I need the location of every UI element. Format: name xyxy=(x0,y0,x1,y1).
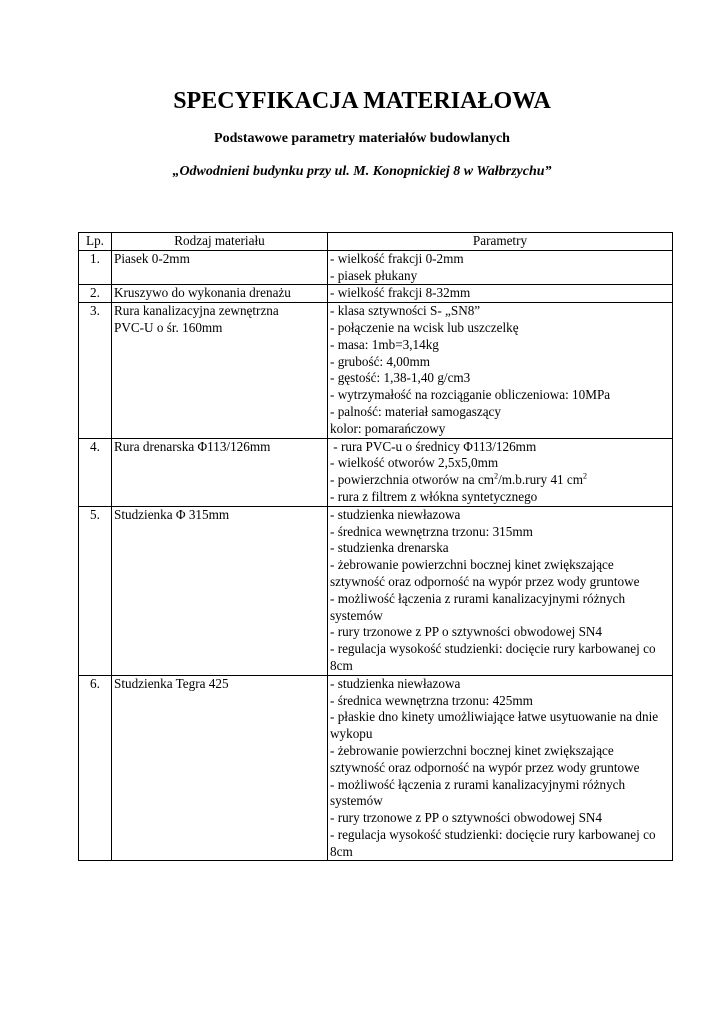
parameter-line: - średnica wewnętrzna trzonu: 315mm xyxy=(330,523,533,539)
parameter-line: - średnica wewnętrzna trzonu: 425mm xyxy=(330,692,533,708)
row-number: 3. xyxy=(79,303,112,438)
parameter-line: - masa: 1mb=3,14kg xyxy=(330,336,439,352)
material-line: Kruszywo do wykonania drenażu xyxy=(114,285,291,301)
parameter-line: - wielkość frakcji 0-2mm xyxy=(330,250,464,266)
parameter-line: - rura z filtrem z włókna syntetycznego xyxy=(330,488,538,504)
table-row xyxy=(79,250,673,285)
parameters-cell xyxy=(328,675,673,861)
parameter-line: - rury trzonowe z PP o sztywności obwodowej SN4 xyxy=(330,810,603,826)
parameter-line: - możliwość łączenia z rurami kanalizacyjnymi różnych systemów xyxy=(330,776,626,809)
parameters-cell xyxy=(328,438,673,506)
parameter-line: - żebrowanie powierzchni bocznej kinet zwiększające sztywność oraz odporność na wypór przez wody gruntowe xyxy=(330,742,640,775)
row-number: 2. xyxy=(79,285,112,303)
material-line: Studzienka Tegra 425 xyxy=(114,675,229,691)
parameter-line: - palność: materiał samogaszący xyxy=(330,403,501,419)
parameter-line: - klasa sztywności S- „SN8” xyxy=(330,303,481,319)
header-parameters: Parametry xyxy=(328,233,673,251)
material-spec-table xyxy=(78,232,673,861)
parameter-line: - regulacja wysokość studzienki: docięcie rury karbowanej co 8cm xyxy=(330,826,656,859)
parameter-line: - rury trzonowe z PP o sztywności obwodowej SN4 xyxy=(330,624,603,640)
parameter-line: - gęstość: 1,38-1,40 g/cm3 xyxy=(330,370,471,386)
parameter-line: - wielkość otworów 2,5x5,0mm xyxy=(330,455,499,471)
superscript: 2 xyxy=(494,471,499,481)
material-line: Studzienka Φ 315mm xyxy=(114,506,230,522)
project-name: „Odwodnieni budynku przy ul. M. Konopnickiej 8 w Wałbrzychu” xyxy=(172,164,552,179)
material-name xyxy=(112,506,328,675)
table-row xyxy=(79,285,673,303)
parameter-line xyxy=(330,472,670,489)
superscript: 2 xyxy=(583,471,588,481)
material-line: PVC-U o śr. 160mm xyxy=(114,319,223,335)
parameter-line: - studzienka drenarska xyxy=(330,540,449,556)
header-lp: Lp. xyxy=(79,233,112,251)
parameters-cell xyxy=(328,250,673,285)
parameters-cell xyxy=(328,506,673,675)
parameter-line: kolor: pomarańczowy xyxy=(330,420,446,436)
table-row xyxy=(79,675,673,861)
parameter-line: - studzienka niewłazowa xyxy=(330,675,461,691)
row-number: 6. xyxy=(79,675,112,861)
parameter-line: - wielkość frakcji 8-32mm xyxy=(330,285,471,301)
material-line: Rura drenarska Φ113/126mm xyxy=(114,438,271,454)
material-line: Rura kanalizacyjna zewnętrzna xyxy=(114,303,279,319)
parameter-line: - studzienka niewłazowa xyxy=(330,506,461,522)
document-subtitle: Podstawowe parametry materiałów budowlanych xyxy=(214,131,510,146)
header-material: Rodzaj materiału xyxy=(112,233,328,251)
material-name xyxy=(112,303,328,438)
parameter-line: - możliwość łączenia z rurami kanalizacyjnymi różnych systemów xyxy=(330,590,626,623)
row-number: 4. xyxy=(79,438,112,506)
parameter-line: - płaskie dno kinety umożliwiające łatwe usytuowanie na dnie wykopu xyxy=(330,709,659,742)
material-line: Piasek 0-2mm xyxy=(114,250,190,266)
table-row xyxy=(79,303,673,438)
row-number: 1. xyxy=(79,250,112,285)
document-title: SPECYFIKACJA MATERIAŁOWA xyxy=(173,88,551,114)
parameter-line: - połączenie na wcisk lub uszczelkę xyxy=(330,319,519,335)
parameter-text: - powierzchnia otworów na cm xyxy=(330,472,495,488)
material-name xyxy=(112,675,328,861)
table-row xyxy=(79,506,673,675)
parameter-line: - piasek płukany xyxy=(330,267,418,283)
parameter-line: - rura PVC-u o średnicy Φ113/126mm xyxy=(330,438,537,454)
parameter-line: - grubość: 4,00mm xyxy=(330,353,430,369)
material-name xyxy=(112,285,328,303)
parameter-line: - regulacja wysokość studzienki: docięcie rury karbowanej co 8cm xyxy=(330,641,656,673)
parameters-cell xyxy=(328,303,673,438)
table-header-row xyxy=(79,233,673,251)
parameter-line: - wytrzymałość na rozciąganie obliczeniowa: 10MPa xyxy=(330,387,611,403)
material-name xyxy=(112,438,328,506)
parameters-cell xyxy=(328,285,673,303)
parameter-text: /m.b.rury 41 cm xyxy=(498,472,584,488)
parameter-line: - żebrowanie powierzchni bocznej kinet zwiększające sztywność oraz odporność na wypór przez wody gruntowe xyxy=(330,557,640,589)
table-row xyxy=(79,438,673,506)
row-number: 5. xyxy=(79,506,112,675)
material-name xyxy=(112,250,328,285)
